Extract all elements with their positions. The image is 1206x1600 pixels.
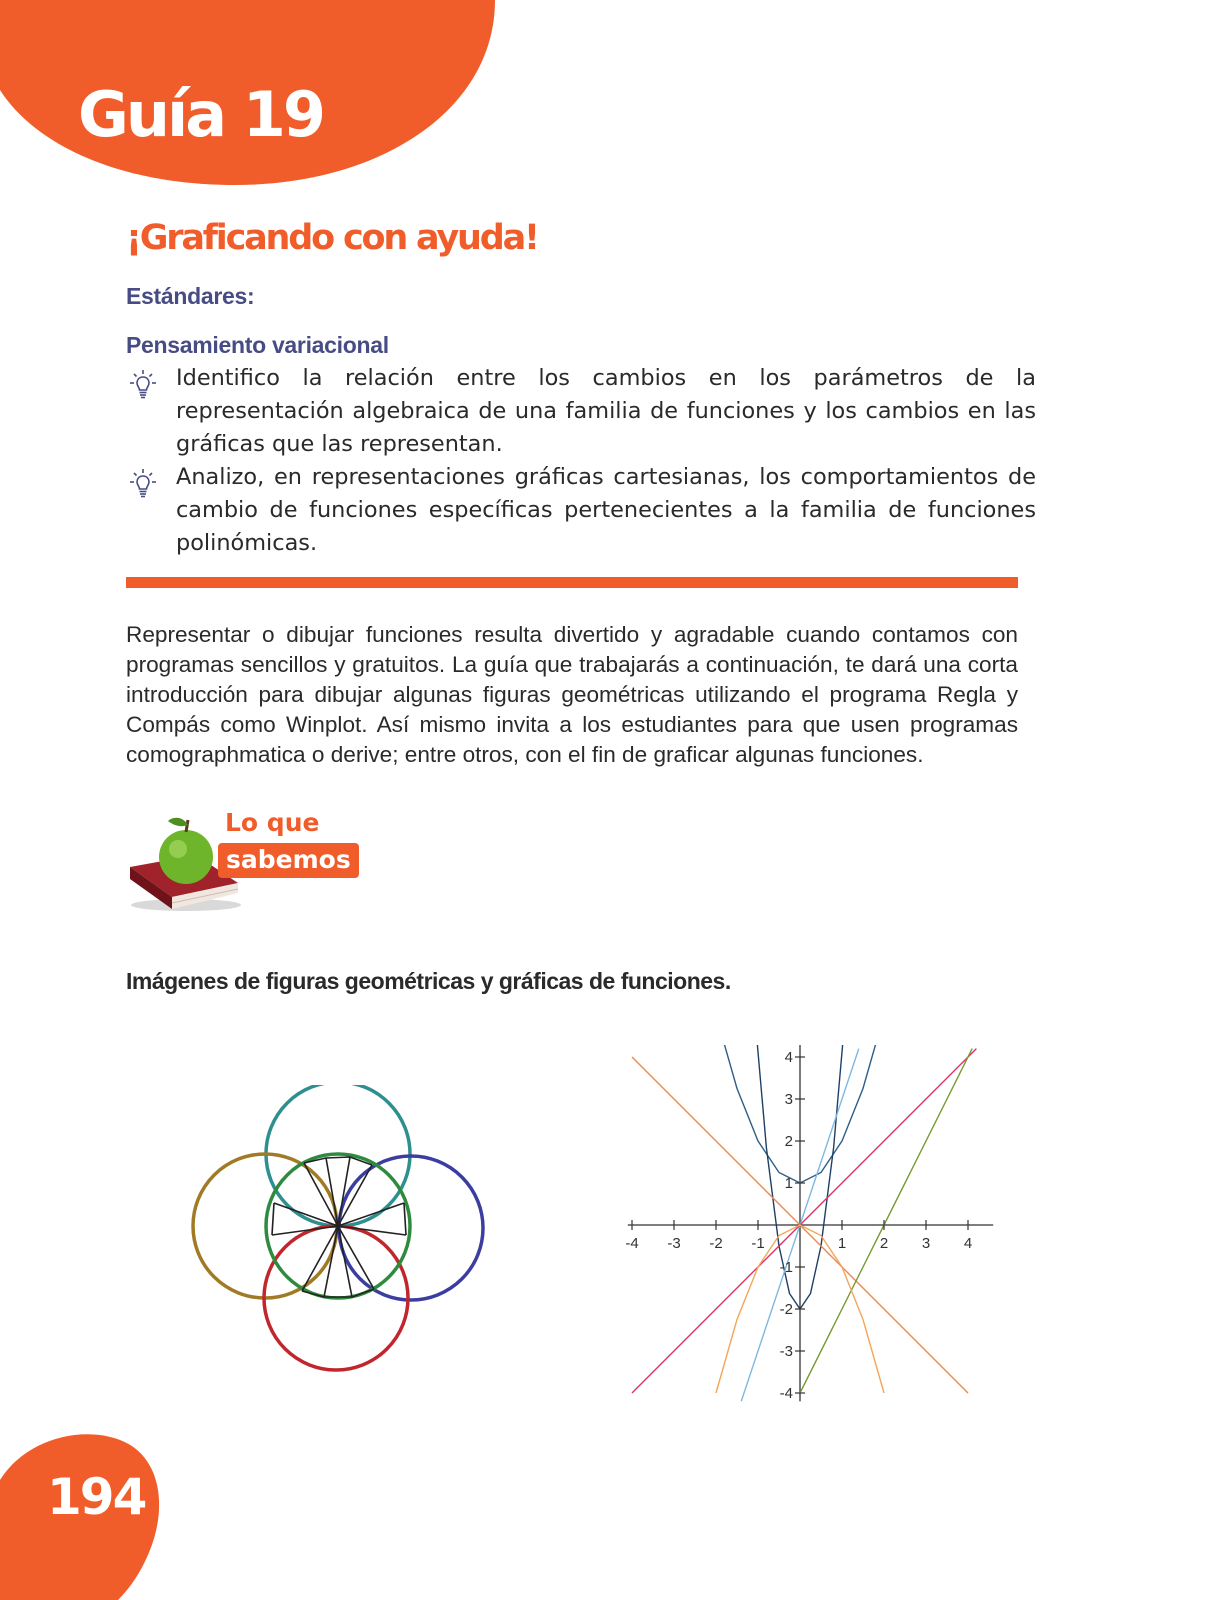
y-tick-label: 2 bbox=[784, 1133, 793, 1150]
series-line-5 bbox=[800, 1049, 972, 1393]
badge-title-line2: sabemos bbox=[218, 843, 359, 878]
x-tick-label: -3 bbox=[667, 1235, 681, 1252]
function-graph bbox=[615, 1045, 1005, 1405]
y-tick-label: -1 bbox=[779, 1259, 793, 1276]
series-line-3 bbox=[632, 1049, 976, 1393]
circles-figure bbox=[178, 1085, 498, 1375]
x-tick-label: -4 bbox=[625, 1235, 639, 1252]
y-tick-label: -2 bbox=[779, 1301, 793, 1318]
x-tick-label: 1 bbox=[837, 1235, 847, 1252]
standards-heading: Estándares: bbox=[126, 283, 255, 309]
x-tick-label: -2 bbox=[709, 1235, 723, 1252]
badge-title-line1: Lo que bbox=[225, 808, 320, 837]
guide-number: Guía 19 bbox=[78, 78, 323, 151]
x-tick-label: 2 bbox=[879, 1235, 889, 1252]
intro-paragraph: Representar o dibujar funciones resulta divertido y agradable cuando contamos con programas sencillos y gratuitos. La guía que trabajarás a continuación, te dará una corta introducción para dibujar algunas figuras geométricas utilizando el programa Regla y Compás como Winplot. Así mismo invita a los estudiantes para que usen programas comographmatica o derive; entre otros, con el fin de graficar algunas funciones. bbox=[126, 622, 1018, 767]
y-tick-label: 4 bbox=[784, 1049, 793, 1066]
page-number: 194 bbox=[47, 1468, 146, 1526]
x-tick-label: 3 bbox=[921, 1235, 931, 1252]
standard-text: Identifico la relación entre los cambios en los parámetros de la representación algebraica de una familia de funciones y los cambios en las gráficas que las representan. bbox=[176, 365, 1036, 457]
y-tick-label: -4 bbox=[779, 1385, 793, 1402]
y-tick-label: 1 bbox=[784, 1175, 793, 1192]
y-tick-label: -3 bbox=[779, 1343, 793, 1360]
page-title: ¡Graficando con ayuda! bbox=[126, 218, 538, 258]
standards-category: Pensamiento variacional bbox=[126, 332, 389, 358]
figures-caption: Imágenes de figuras geométricas y gráficas de funciones. bbox=[126, 968, 731, 994]
standard-text: Analizo, en representaciones gráficas cartesianas, los comportamientos de cambio de funciones específicas pertenecientes a la familia de funciones polinómicas. bbox=[176, 464, 1036, 556]
lightbulb-icon bbox=[128, 467, 158, 501]
x-tick-label: 4 bbox=[963, 1235, 973, 1252]
y-tick-label: 3 bbox=[784, 1091, 793, 1108]
lightbulb-icon bbox=[128, 368, 158, 402]
section-divider bbox=[126, 577, 1018, 588]
x-tick-label: -1 bbox=[751, 1235, 765, 1252]
